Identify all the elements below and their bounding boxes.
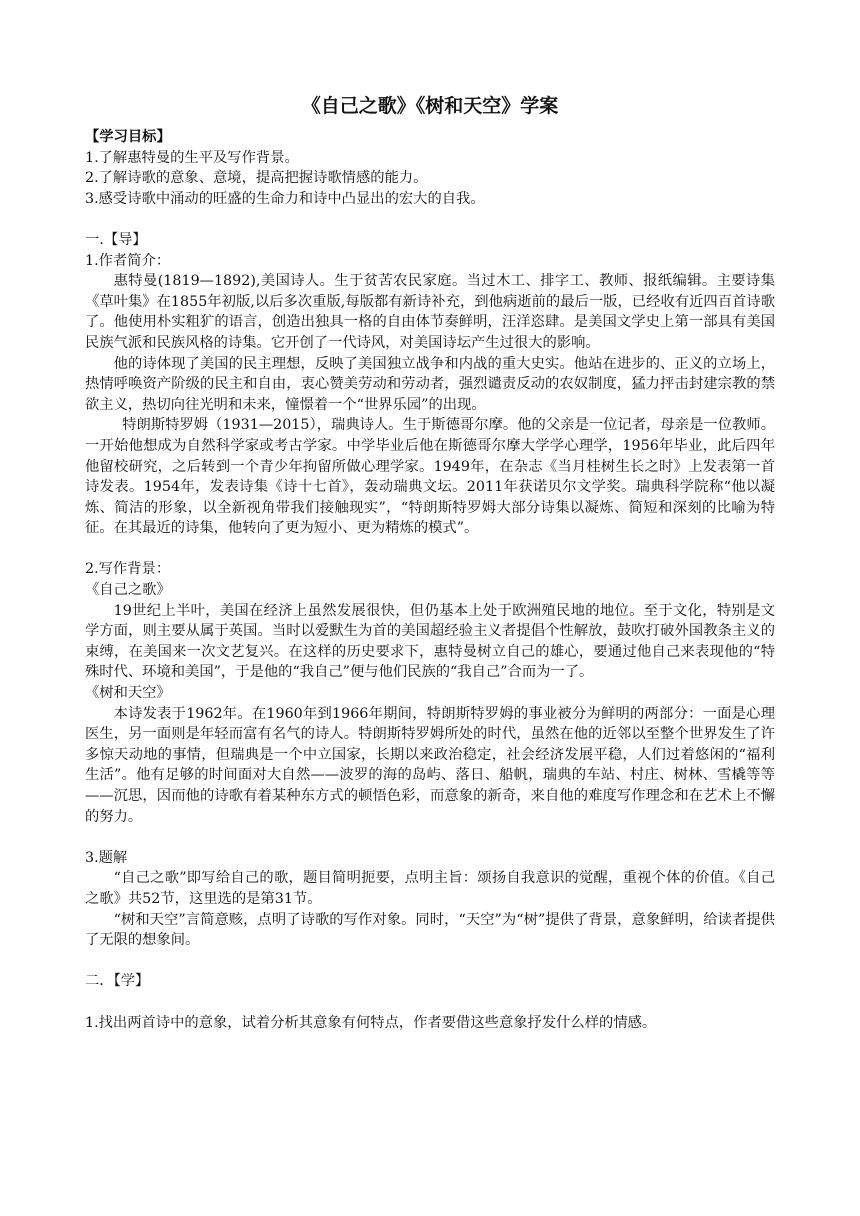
background-paragraph-2: 本诗发表于1962年。在1960年到1966年期间，特朗斯特罗姆的事业被分为鲜明的两部分：一面是心理医生，另一面则是年轻而富有名气的诗人。特朗斯特罗姆所处的时代，虽然在他的近邻以至整个世界发生了许多惊天动地的事情，但瑞典是一个中立国家，长期以来政治稳定，社会经济发展平稳，人们过着悠闲的“福利生活”。他有足够的时间面对大自然——波罗的海的岛屿、落日、船帆，瑞典的车站、村庄、树林、雪橇等等——沉思，因而他的诗歌有着某种东方式的顿悟色彩，而意象的新奇，来自他的难度写作理念和在艺术上不懈的努力。 (85, 705, 775, 825)
spacer (85, 209, 775, 230)
author-paragraph-whitman: 惠特曼(1819—1892),美国诗人。生于贫苦农民家庭。当过木工、排字工、教师、报纸编辑。主要诗集《草叶集》在1855年初版,以后多次重版,每版都有新诗补充，到他病逝前的最后一版，已经收有近四百首诗歌了。他使用朴实粗犷的语言，创造出独具一格的自由体节奏鲜明，汪洋恣肆。是美国文学史上第一部具有美国民族气派和民族风格的诗集。它开创了一代诗风，对美国诗坛产生过很大的影响。 (85, 273, 776, 351)
background-poem-1-title: 《自己之歌》 (85, 582, 171, 599)
section-2-heading: 二．【学】 (85, 973, 150, 990)
spacer (85, 951, 775, 972)
title-explanation-paragraph-2: “树和天空”言简意赅，点明了诗歌的写作对象。同时，“天空”为“树”提供了背景，意象鲜明，给读者提供了无限的想象间。 (85, 911, 775, 949)
question-1: 1.找出两首诗中的意象，试着分析其意象有何特点，作者要借这些意象抒发什么样的情感。 (85, 1014, 657, 1031)
objectives-heading: 【学习目标】 (85, 129, 171, 145)
spacer (85, 827, 775, 848)
spacer (85, 539, 775, 560)
objective-item-2: 2.了解诗歌的意象、意境，提高把握诗歌情感的能力。 (85, 170, 428, 187)
background-heading: 2.写作背景： (85, 561, 171, 578)
background-poem-2-title: 《树和天空》 (85, 685, 171, 702)
objective-item-3: 3.感受诗歌中涌动的旺盛的生命力和诗中凸显出的宏大的自我。 (85, 190, 485, 207)
section-1-heading: 一.【导】 (85, 231, 147, 248)
title-explanation-paragraph-1: “自己之歌”即写给自己的歌，题目简明扼要，点明主旨：颂扬自我意识的觉醒，重视个体的价值。《自己之歌》共52节，这里选的是第31节。 (85, 870, 775, 907)
document-title: 《自己之歌》《树和天空》学案 (301, 95, 559, 117)
document-page (85, 93, 775, 1033)
author-paragraph-transtromer: 特朗斯特罗姆（1931—2015），瑞典诗人。生于斯德哥尔摩。他的父亲是一位记者，母亲是一位教师。一开始他想成为自然科学家或考古学家。中学毕业后他在斯德哥尔摩大学学心理学，1956年毕业，此后四年他留校研究，之后转到一个青少年拘留所做心理学家。1949年，在杂志《当月桂树生长之时》上发表第一首诗发表。1954年，发表诗集《诗十七首》，轰动瑞典文坛。2011年获诺贝尔文学奖。瑞典科学院称“他以凝炼、简洁的形象，以全新视角带我们接触现实”，“特朗斯特罗姆大部分诗集以凝炼、简短和深刻的比喻为特征。在其最近的诗集，他转向了更为短小、更为精炼的模式”。 (85, 417, 775, 537)
author-paragraph-whitman-poetry: 他的诗体现了美国的民主理想，反映了美国独立战争和内战的重大史实。他站在进步的、正义的立场上，热情呼唤资产阶级的民主和自由，衷心赞美劳动和劳动者，强烈谴责反动的农奴制度，猛力抨击封建宗教的禁欲主义，热切向往光明和未来，憧憬着一个“世界乐园”的出现。 (85, 355, 775, 413)
spacer (85, 992, 775, 1013)
author-intro-heading: 1.作者简介： (85, 252, 171, 269)
objective-item-1: 1.了解惠特曼的生平及写作背景。 (85, 149, 299, 166)
background-paragraph-1: 19世纪上半叶，美国在经济上虽然发展很快，但仍基本上处于欧洲殖民地的地位。至于文化，特别是文学方面，则主要从属于英国。当时以爱默生为首的美国超经验主义者提倡个性解放，鼓吹打破外国教条主义的束缚，在美国来一次文艺复兴。在这样的历史要求下，惠特曼树立自己的雄心，要通过他自己来表现他的“特殊时代、环境和美国”，于是他的“我自己”便与他们民族的“我自己”合而为一了。 (85, 602, 775, 681)
title-explanation-heading: 3.题解 (85, 849, 128, 866)
